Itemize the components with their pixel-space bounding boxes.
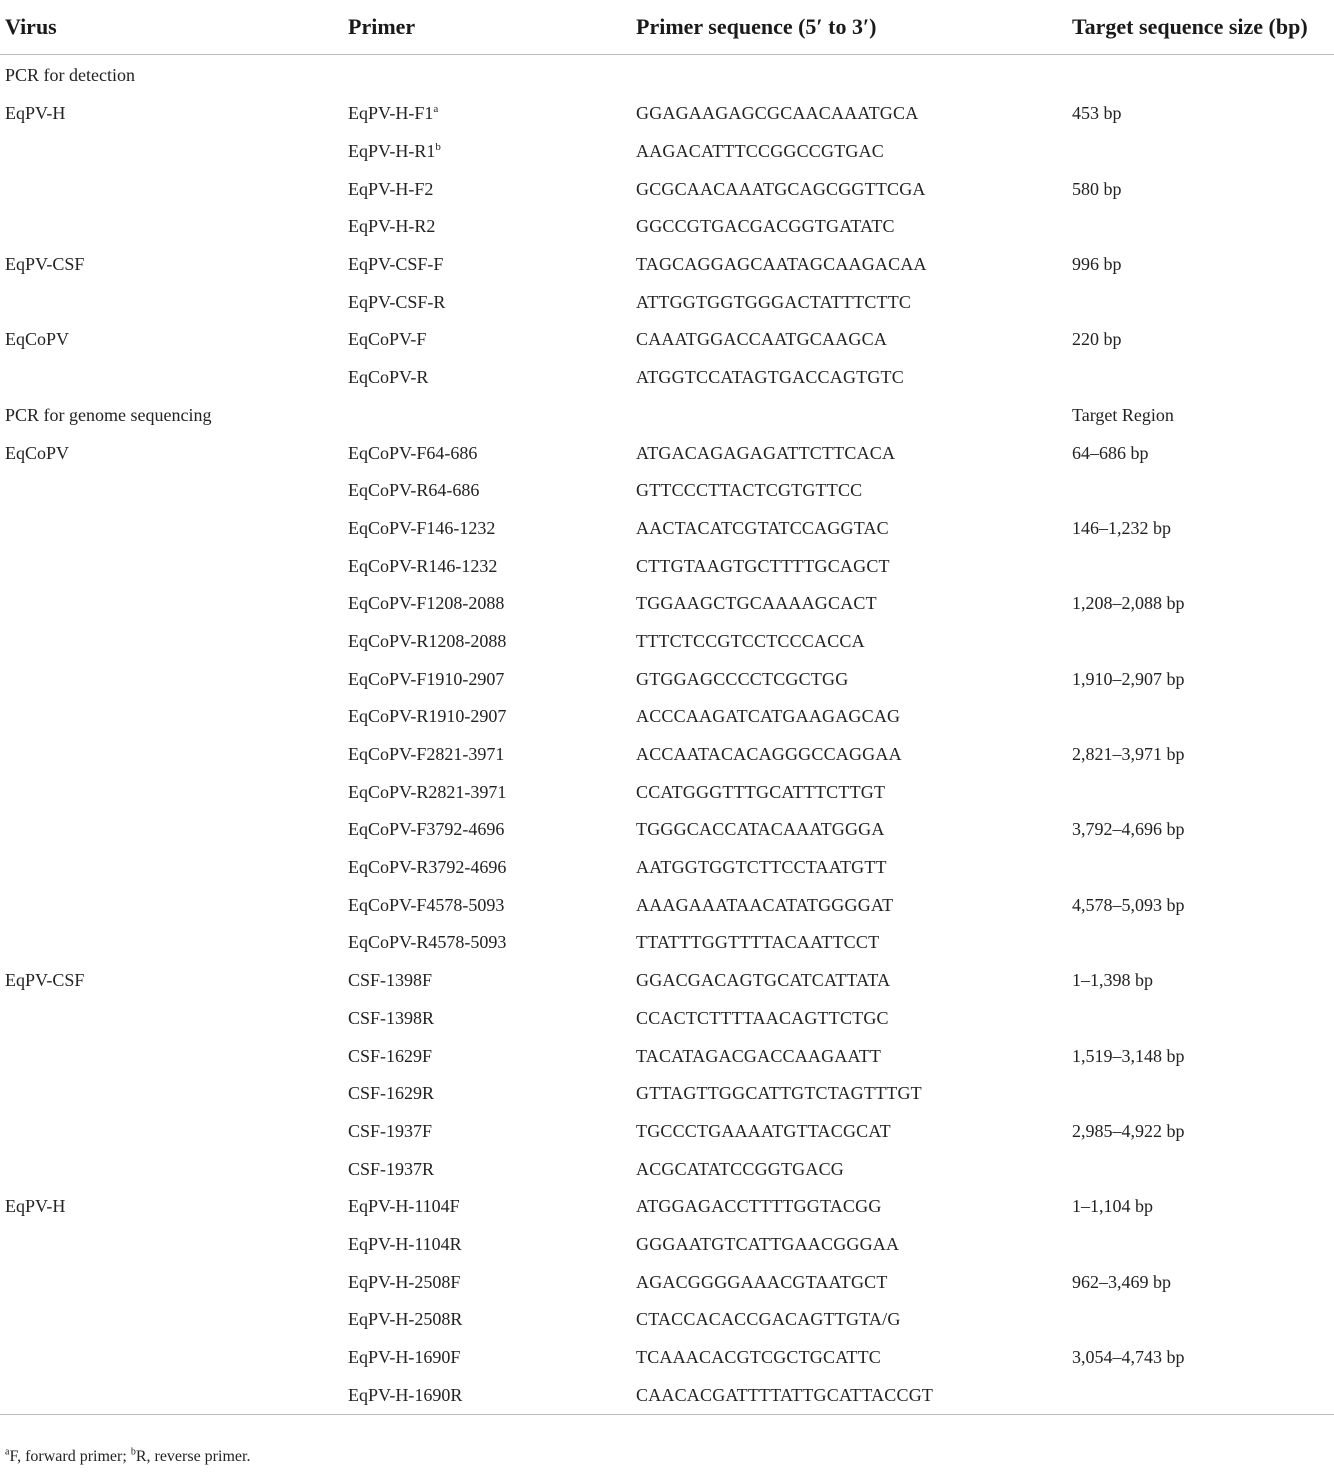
table-row xyxy=(0,1188,1334,1226)
table-row xyxy=(0,359,1334,397)
table-row xyxy=(0,246,1334,284)
cell-target-size xyxy=(1068,133,1334,171)
primer-name: EqCoPV-F1910-2907 xyxy=(348,668,505,689)
cell-target-size: 2,821–3,971 bp xyxy=(1072,744,1185,765)
cell-sequence: CCACTCTTTTAACAGTTCTGC xyxy=(636,1007,889,1028)
cell-sequence: TGCCCTGAAAATGTTACGCAT xyxy=(636,1120,891,1141)
table-row xyxy=(0,773,1334,811)
cell-primer xyxy=(342,397,632,435)
primer-name: EqPV-H-1104R xyxy=(348,1233,462,1254)
footnote-text-b: R, reverse primer. xyxy=(135,1448,251,1465)
cell-sequence: TGGGCACCATACAAATGGGA xyxy=(636,819,885,840)
cell-sequence: GTTAGTTGGCATTGTCTAGTTTGT xyxy=(636,1083,922,1104)
cell-virus xyxy=(0,510,342,548)
cell-primer xyxy=(342,1263,632,1301)
cell-sequence: ATTGGTGGTGGGACTATTTCTTC xyxy=(636,291,912,312)
cell-target-size xyxy=(1068,472,1334,510)
primer-name: EqCoPV-F xyxy=(348,329,427,350)
table-row xyxy=(0,208,1334,246)
primer-name: EqCoPV-R4578-5093 xyxy=(348,932,507,953)
cell-primer xyxy=(342,1376,632,1414)
table-row xyxy=(0,510,1334,548)
primer-name: CSF-1629F xyxy=(348,1045,433,1066)
table-row xyxy=(0,736,1334,774)
cell-primer xyxy=(342,1113,632,1151)
table-row xyxy=(0,660,1334,698)
cell-sequence: TACATAGACGACCAAGAATT xyxy=(636,1045,882,1066)
table-row xyxy=(0,698,1334,736)
table-body xyxy=(0,55,1334,1415)
table-row xyxy=(0,321,1334,359)
footnote-text-a: F, forward primer; xyxy=(9,1448,131,1465)
table-row xyxy=(0,133,1334,171)
cell-virus xyxy=(0,660,342,698)
primer-name: EqCoPV-R146-1232 xyxy=(348,555,498,576)
primer-name: EqCoPV-R2821-3971 xyxy=(348,781,507,802)
cell-primer xyxy=(342,1075,632,1113)
cell-primer xyxy=(342,736,632,774)
cell-sequence: ATGGTCCATAGTGACCAGTGTC xyxy=(636,367,904,388)
cell-sequence: AACTACATCGTATCCAGGTAC xyxy=(636,517,889,538)
cell-target-size xyxy=(1068,547,1334,585)
table-row xyxy=(0,1339,1334,1377)
cell-primer xyxy=(342,547,632,585)
table-row xyxy=(0,547,1334,585)
cell-sequence: CAACACGATTTTATTGCATTACCGT xyxy=(632,1376,1068,1414)
cell-primer xyxy=(342,208,632,246)
cell-sequence: CCATGGGTTTGCATTTCTTGT xyxy=(636,781,886,802)
cell-primer xyxy=(342,95,632,133)
table-row xyxy=(0,95,1334,133)
table-row xyxy=(0,397,1334,435)
cell-sequence: GCGCAACAAATGCAGCGGTTCGA xyxy=(636,178,926,199)
cell-virus xyxy=(0,472,342,510)
cell-target-size: 1,208–2,088 bp xyxy=(1072,593,1185,614)
table-row xyxy=(0,623,1334,661)
cell-virus xyxy=(0,1376,342,1414)
cell-target-size: 996 bp xyxy=(1072,254,1122,275)
table-row xyxy=(0,585,1334,623)
table-row xyxy=(0,1075,1334,1113)
cell-primer xyxy=(342,1188,632,1226)
primer-name: EqCoPV-F146-1232 xyxy=(348,517,496,538)
primer-name: EqPV-H-R2 xyxy=(348,216,436,237)
cell-virus xyxy=(0,133,342,171)
cell-sequence: TTATTTGGTTTTACAATTCCT xyxy=(636,932,880,953)
table-row xyxy=(0,962,1334,1000)
cell-virus: PCR for detection xyxy=(5,64,135,85)
cell-primer xyxy=(342,1000,632,1038)
cell-virus xyxy=(0,811,342,849)
header-target-size: Target sequence size (bp) xyxy=(1068,0,1334,55)
primer-name: EqPV-H-R1 xyxy=(348,141,436,162)
cell-virus xyxy=(0,1113,342,1151)
cell-target-size xyxy=(1068,623,1334,661)
cell-primer xyxy=(342,170,632,208)
cell-virus xyxy=(0,924,342,962)
cell-virus xyxy=(0,170,342,208)
cell-virus xyxy=(0,1226,342,1264)
primer-name: EqCoPV-F4578-5093 xyxy=(348,894,505,915)
cell-sequence: TGGAAGCTGCAAAAGCACT xyxy=(636,593,877,614)
primer-name: EqCoPV-F3792-4696 xyxy=(348,819,505,840)
cell-primer xyxy=(342,886,632,924)
cell-target-size: 3,792–4,696 bp xyxy=(1072,819,1185,840)
cell-virus xyxy=(0,886,342,924)
table-row xyxy=(0,1000,1334,1038)
cell-virus xyxy=(0,283,342,321)
cell-sequence: GGACGACAGTGCATCATTATA xyxy=(636,970,891,991)
cell-primer xyxy=(342,849,632,887)
primer-name: EqCoPV-F2821-3971 xyxy=(348,744,505,765)
footnote-mark-a: a xyxy=(5,1446,10,1458)
table-row xyxy=(0,1376,1334,1414)
cell-sequence xyxy=(632,55,1068,96)
primer-footnote-mark: b xyxy=(435,141,441,154)
table-row xyxy=(0,1150,1334,1188)
cell-sequence: GTTCCCTTACTCGTGTTCC xyxy=(636,480,863,501)
cell-target-size: Target Region xyxy=(1072,404,1174,425)
cell-target-size xyxy=(1068,359,1334,397)
table-row xyxy=(0,886,1334,924)
cell-sequence: CAAATGGACCAATGCAAGCA xyxy=(636,329,888,350)
table-row xyxy=(0,924,1334,962)
primer-name: EqCoPV-R xyxy=(348,367,429,388)
table-row xyxy=(0,1263,1334,1301)
cell-virus xyxy=(0,208,342,246)
cell-sequence: AATGGTGGTCTTCCTAATGTT xyxy=(636,857,887,878)
cell-target-size: 1–1,398 bp xyxy=(1072,970,1153,991)
cell-target-size xyxy=(1068,55,1334,96)
cell-sequence: TAGCAGGAGCAATAGCAAGACAA xyxy=(636,254,927,275)
cell-target-size xyxy=(1068,924,1334,962)
primer-name: EqPV-CSF-F xyxy=(348,254,444,275)
cell-primer xyxy=(342,1037,632,1075)
cell-primer xyxy=(342,698,632,736)
cell-primer xyxy=(342,321,632,359)
table-row xyxy=(0,1037,1334,1075)
cell-sequence: GTGGAGCCCCTCGCTGG xyxy=(636,668,849,689)
cell-target-size xyxy=(1068,698,1334,736)
cell-target-size: 1,519–3,148 bp xyxy=(1072,1045,1185,1066)
primer-name: EqPV-H-2508R xyxy=(348,1309,463,1330)
cell-target-size xyxy=(1068,1000,1334,1038)
table-header xyxy=(0,0,1334,55)
cell-virus xyxy=(0,1037,342,1075)
primer-name: EqPV-H-2508F xyxy=(348,1271,461,1292)
cell-virus xyxy=(0,1000,342,1038)
cell-virus xyxy=(0,547,342,585)
cell-primer xyxy=(342,811,632,849)
cell-sequence: AAGACATTTCCGGCCGTGAC xyxy=(636,141,885,162)
table-row xyxy=(0,170,1334,208)
cell-virus: EqPV-CSF xyxy=(5,254,85,275)
cell-target-size xyxy=(1068,283,1334,321)
cell-sequence: ATGACAGAGAGATTCTTCACA xyxy=(636,442,896,463)
cell-virus xyxy=(0,585,342,623)
cell-target-size: 1–1,104 bp xyxy=(1072,1196,1153,1217)
cell-primer xyxy=(342,133,632,171)
primer-name: EqCoPV-R1910-2907 xyxy=(348,706,507,727)
cell-primer xyxy=(342,1226,632,1264)
cell-primer xyxy=(342,962,632,1000)
cell-sequence: AGACGGGGAAACGTAATGCT xyxy=(636,1271,888,1292)
cell-target-size: 453 bp xyxy=(1072,103,1122,124)
cell-sequence: CTTGTAAGTGCTTTTGCAGCT xyxy=(636,555,890,576)
primer-name: CSF-1937R xyxy=(348,1158,435,1179)
primer-name: EqPV-H-1690F xyxy=(348,1347,461,1368)
table-row xyxy=(0,849,1334,887)
table-row xyxy=(0,434,1334,472)
cell-primer xyxy=(342,773,632,811)
cell-target-size xyxy=(1068,1301,1334,1339)
cell-virus: EqPV-CSF xyxy=(5,970,85,991)
table-row xyxy=(0,1226,1334,1264)
cell-virus: EqCoPV xyxy=(5,329,70,350)
cell-primer xyxy=(342,283,632,321)
header-primer-sequence: Primer sequence (5′ to 3′) xyxy=(632,0,1068,55)
cell-primer xyxy=(342,1339,632,1377)
header-primer: Primer xyxy=(342,0,632,55)
header-row xyxy=(0,0,1334,55)
cell-target-size xyxy=(1068,773,1334,811)
table-row xyxy=(0,283,1334,321)
cell-target-size xyxy=(1068,1376,1334,1414)
cell-sequence: TCAAACACGTCGCTGCATTC xyxy=(636,1347,882,1368)
cell-virus xyxy=(0,1150,342,1188)
primer-name: EqPV-H-F2 xyxy=(348,178,434,199)
cell-primer xyxy=(342,660,632,698)
cell-virus: EqPV-H xyxy=(5,1196,66,1217)
cell-target-size xyxy=(1068,1150,1334,1188)
cell-target-size xyxy=(1068,1226,1334,1264)
cell-virus xyxy=(0,623,342,661)
cell-primer xyxy=(342,1150,632,1188)
cell-virus xyxy=(0,1339,342,1377)
cell-sequence xyxy=(632,397,1068,435)
primer-name: CSF-1398R xyxy=(348,1007,435,1028)
cell-virus xyxy=(0,736,342,774)
primer-name: CSF-1937F xyxy=(348,1120,433,1141)
cell-virus xyxy=(0,1075,342,1113)
cell-virus xyxy=(0,359,342,397)
table-row xyxy=(0,55,1334,96)
cell-primer xyxy=(342,246,632,284)
cell-target-size xyxy=(1068,208,1334,246)
cell-virus xyxy=(0,1263,342,1301)
cell-primer xyxy=(342,55,632,96)
cell-sequence: CTACCACACCGACAGTTGTA/G xyxy=(636,1309,901,1330)
cell-primer xyxy=(342,359,632,397)
table-row xyxy=(0,1301,1334,1339)
cell-sequence: ACCAATACACAGGGCCAGGAA xyxy=(636,744,902,765)
cell-primer xyxy=(342,1301,632,1339)
header-virus: Virus xyxy=(0,0,342,55)
primer-name: CSF-1398F xyxy=(348,970,433,991)
cell-virus: EqPV-H xyxy=(5,103,66,124)
cell-virus: PCR for genome sequencing xyxy=(5,404,212,425)
cell-sequence: ATGGAGACCTTTTGGTACGG xyxy=(636,1196,882,1217)
footnote-mark-b: b xyxy=(130,1446,136,1458)
table-row xyxy=(0,811,1334,849)
cell-primer xyxy=(342,924,632,962)
cell-target-size: 146–1,232 bp xyxy=(1072,517,1171,538)
cell-target-size: 1,910–2,907 bp xyxy=(1072,668,1185,689)
primer-name: EqCoPV-F1208-2088 xyxy=(348,593,505,614)
cell-sequence: TTTCTCCGTCCTCCCACCA xyxy=(636,630,865,651)
cell-virus xyxy=(0,1301,342,1339)
primer-name: EqPV-CSF-R xyxy=(348,291,446,312)
cell-target-size: 580 bp xyxy=(1072,178,1122,199)
primer-footnote-mark: a xyxy=(433,103,439,116)
cell-sequence: ACGCATATCCGGTGACG xyxy=(636,1158,844,1179)
primer-name: EqPV-H-F1 xyxy=(348,103,434,124)
primer-name: EqCoPV-R64-686 xyxy=(348,480,480,501)
cell-primer xyxy=(342,472,632,510)
table-footnote xyxy=(5,1448,250,1466)
cell-target-size xyxy=(1068,849,1334,887)
cell-sequence: GGCCGTGACGACGGTGATATC xyxy=(636,216,895,237)
cell-sequence: ACCCAAGATCATGAAGAGCAG xyxy=(636,706,901,727)
cell-target-size: 220 bp xyxy=(1072,329,1122,350)
cell-sequence: GGAGAAGAGCGCAACAAATGCA xyxy=(636,103,919,124)
primer-name: EqCoPV-F64-686 xyxy=(348,442,478,463)
cell-target-size: 2,985–4,922 bp xyxy=(1072,1120,1185,1141)
cell-target-size: 4,578–5,093 bp xyxy=(1072,894,1185,915)
cell-target-size: 64–686 bp xyxy=(1072,442,1149,463)
cell-target-size: 962–3,469 bp xyxy=(1072,1271,1171,1292)
cell-virus: EqCoPV xyxy=(5,442,70,463)
cell-target-size xyxy=(1068,1075,1334,1113)
primer-name: EqCoPV-R3792-4696 xyxy=(348,857,507,878)
cell-virus xyxy=(0,849,342,887)
cell-primer xyxy=(342,585,632,623)
cell-virus xyxy=(0,773,342,811)
primer-name: EqCoPV-R1208-2088 xyxy=(348,630,507,651)
cell-virus xyxy=(0,698,342,736)
primer-name: CSF-1629R xyxy=(348,1083,435,1104)
primer-name: EqPV-H-1104F xyxy=(348,1196,460,1217)
cell-primer xyxy=(342,510,632,548)
cell-primer xyxy=(342,623,632,661)
cell-primer xyxy=(342,434,632,472)
table-row xyxy=(0,472,1334,510)
cell-sequence: GGGAATGTCATTGAACGGGAA xyxy=(636,1233,900,1254)
cell-sequence: AAAGAAATAACATATGGGGAT xyxy=(636,894,894,915)
table-row xyxy=(0,1113,1334,1151)
primer-name: EqPV-H-1690R xyxy=(348,1384,463,1405)
cell-target-size: 3,054–4,743 bp xyxy=(1072,1347,1185,1368)
